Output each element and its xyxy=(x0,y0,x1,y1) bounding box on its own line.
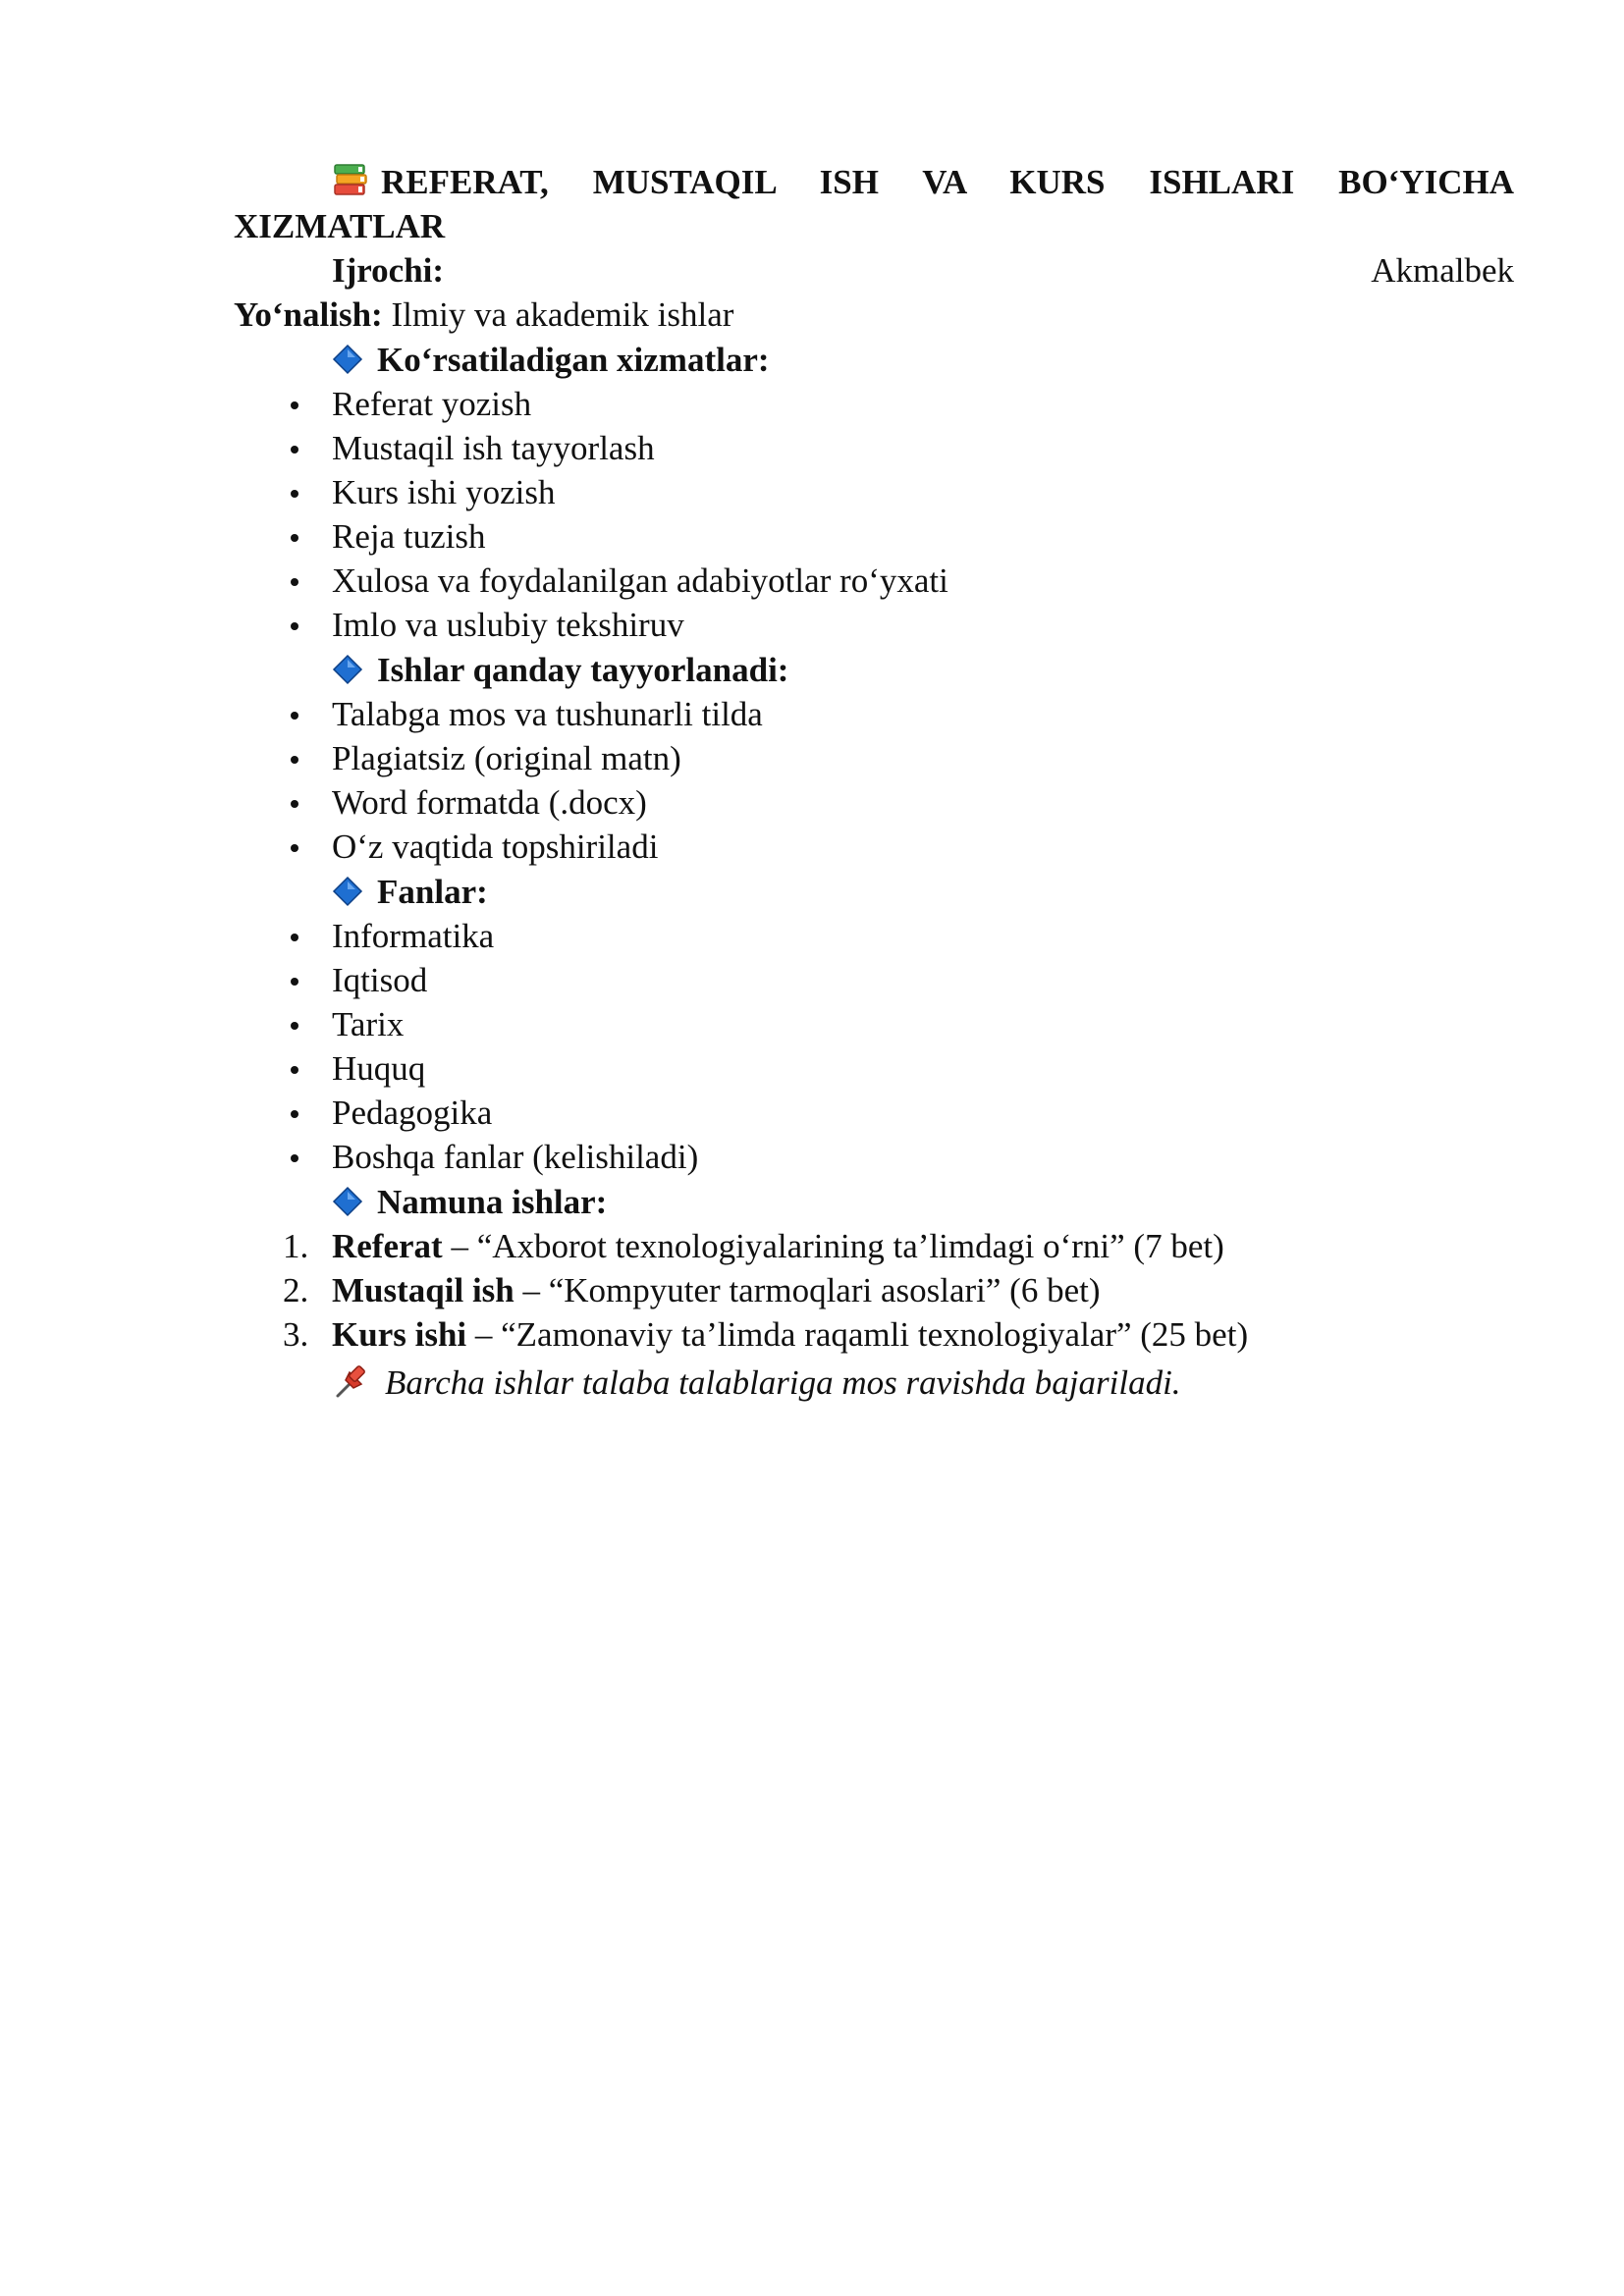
samples-heading-text: Namuna ishlar: xyxy=(377,1182,608,1221)
list-item: O‘z vaqtida topshiriladi xyxy=(234,825,1514,869)
subjects-heading-text: Fanlar: xyxy=(377,872,488,911)
services-list xyxy=(234,382,1514,647)
document-title-line2: XIZMATLAR xyxy=(234,207,446,245)
item-description: – “Axborot texnologiyalarining ta’limdagi o‘rni” (7 bet) xyxy=(442,1227,1224,1265)
list-item: Kurs ishi yozish xyxy=(234,470,1514,514)
subjects-heading xyxy=(234,869,1514,914)
document-title-line1 xyxy=(234,160,1514,204)
direction-label: Yo‘nalish: xyxy=(234,295,383,334)
subjects-list xyxy=(234,914,1514,1179)
closing-note xyxy=(234,1359,1514,1406)
performer-value: Akmalbek xyxy=(1371,251,1514,290)
performer-label: Ijrochi: xyxy=(332,251,445,290)
direction-row xyxy=(234,293,1514,337)
note-text: Barcha ishlar talaba talablariga mos ravishda bajariladi. xyxy=(385,1362,1181,1402)
document-content xyxy=(234,160,1514,1406)
blue-diamond-icon xyxy=(332,876,363,907)
samples-list xyxy=(234,1224,1514,1357)
item-type: Kurs ishi xyxy=(332,1315,467,1354)
list-item xyxy=(234,1312,1514,1357)
list-item: Xulosa va foydalanilgan adabiyotlar ro‘yxati xyxy=(234,559,1514,603)
item-number: 2. xyxy=(283,1271,309,1309)
services-heading xyxy=(234,337,1514,382)
performer-row xyxy=(234,248,1514,293)
blue-diamond-icon xyxy=(332,654,363,685)
preparation-heading-text: Ishlar qanday tayyorlanadi: xyxy=(377,650,789,689)
preparation-list xyxy=(234,692,1514,869)
list-item: Talabga mos va tushunarli tilda xyxy=(234,692,1514,736)
blue-diamond-icon xyxy=(332,344,363,375)
list-item: Referat yozish xyxy=(234,382,1514,426)
list-item: Word formatda (.docx) xyxy=(234,780,1514,825)
books-icon xyxy=(332,162,369,199)
list-item: Reja tuzish xyxy=(234,514,1514,559)
list-item: Plagiatsiz (original matn) xyxy=(234,736,1514,780)
list-item: Boshqa fanlar (kelishiladi) xyxy=(234,1135,1514,1179)
list-item: Huquq xyxy=(234,1046,1514,1091)
list-item xyxy=(234,1268,1514,1312)
item-type: Mustaqil ish xyxy=(332,1271,514,1309)
preparation-heading xyxy=(234,647,1514,692)
samples-heading xyxy=(234,1179,1514,1224)
list-item: Mustaqil ish tayyorlash xyxy=(234,426,1514,470)
item-type: Referat xyxy=(332,1227,443,1265)
item-number: 3. xyxy=(283,1315,309,1354)
list-item: Tarix xyxy=(234,1002,1514,1046)
item-number: 1. xyxy=(283,1227,309,1265)
item-description: – “Kompyuter tarmoqlari asoslari” (6 bet) xyxy=(514,1271,1101,1309)
pushpin-icon xyxy=(332,1362,371,1402)
title-text-1: REFERAT, MUSTAQIL ISH VA KURS ISHLARI BO‘YICHA xyxy=(381,163,1514,201)
list-item: Pedagogika xyxy=(234,1091,1514,1135)
list-item: Informatika xyxy=(234,914,1514,958)
item-description: – “Zamonaviy ta’limda raqamli texnologiyalar” (25 bet) xyxy=(466,1315,1249,1354)
direction-value: Ilmiy va akademik ishlar xyxy=(382,295,734,334)
list-item: Iqtisod xyxy=(234,958,1514,1002)
blue-diamond-icon xyxy=(332,1186,363,1217)
list-item: Imlo va uslubiy tekshiruv xyxy=(234,603,1514,647)
list-item xyxy=(234,1224,1514,1268)
services-heading-text: Ko‘rsatiladigan xizmatlar: xyxy=(377,340,770,379)
